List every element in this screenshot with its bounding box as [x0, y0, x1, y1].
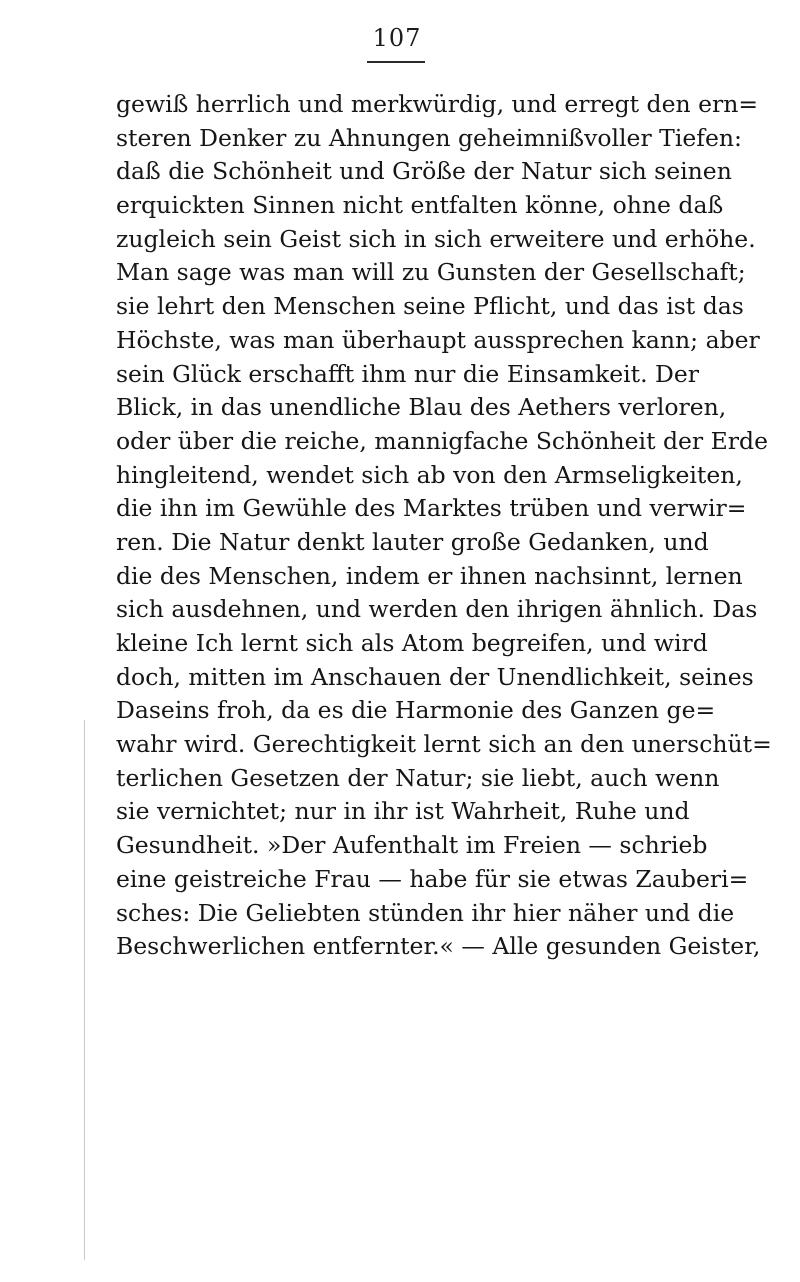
text-line: gewiß herrlich und merkwürdig, und erregt den ern=: [116, 90, 759, 118]
text-line: Gesundheit. »Der Aufenthalt im Freien — schrieb: [116, 831, 708, 860]
text-line: sein Glück erschafft ihm nur die Einsamkeit. Der: [116, 359, 700, 388]
text-line: Man sage was man will zu Gunsten der Gesellschaft;: [116, 258, 746, 287]
page-number: 107: [372, 24, 422, 52]
text-line: sie lehrt den Menschen seine Pflicht, und das ist das: [116, 292, 744, 321]
text-line: terlichen Gesetzen der Natur; sie liebt, auch wenn: [116, 763, 720, 792]
text-line: Höchste, was man überhaupt aussprechen kann; aber: [116, 325, 760, 354]
text-line: erquickten Sinnen nicht entfalten könne, ohne daß: [116, 191, 724, 220]
text-line: kleine Ich lernt sich als Atom begreifen, und wird: [116, 629, 708, 657]
text-line: ren. Die Natur denkt lauter große Gedanken, und: [116, 527, 709, 556]
text-line: doch, mitten im Anschauen der Unendlichkeit, seines: [116, 662, 754, 691]
text-line: Beschwerlichen entfernter.« — Alle gesunden Geister,: [116, 932, 761, 961]
text-line: Blick, in das unendliche Blau des Aethers verloren,: [116, 393, 727, 422]
text-line: hingleitend, wendet sich ab von den Armseligkeiten,: [116, 460, 743, 489]
text-line: Daseins froh, da es die Harmonie des Ganzen ge=: [116, 696, 716, 725]
text-line: steren Denker zu Ahnungen geheimnißvoller Tiefen:: [116, 123, 742, 152]
text-line: eine geistreiche Frau — habe für sie etwas Zauberi=: [116, 864, 749, 893]
text-line: zugleich sein Geist sich in sich erweitere und erhöhe.: [116, 224, 756, 253]
text-line: daß die Schönheit und Größe der Natur sich seinen: [116, 157, 732, 186]
page-number-underline: [367, 61, 425, 63]
text-line: oder über die reiche, mannigfache Schönheit der Erde: [116, 426, 768, 455]
text-line: sich ausdehnen, und werden den ihrigen ähnlich. Das: [116, 595, 758, 624]
body-text: [116, 88, 800, 964]
text-line: die des Menschen, indem er ihnen nachsinnt, lernen: [116, 561, 743, 590]
text-line: sie vernichtet; nur in ihr ist Wahrheit, Ruhe und: [116, 797, 690, 826]
text-line: wahr wird. Gerechtigkeit lernt sich an den unerschüt=: [116, 730, 772, 759]
text-line: sches: Die Geliebten stünden ihr hier näher und die: [116, 898, 735, 927]
margin-rule: [84, 720, 85, 1260]
text-line: die ihn im Gewühle des Marktes trüben und verwir=: [116, 494, 747, 523]
